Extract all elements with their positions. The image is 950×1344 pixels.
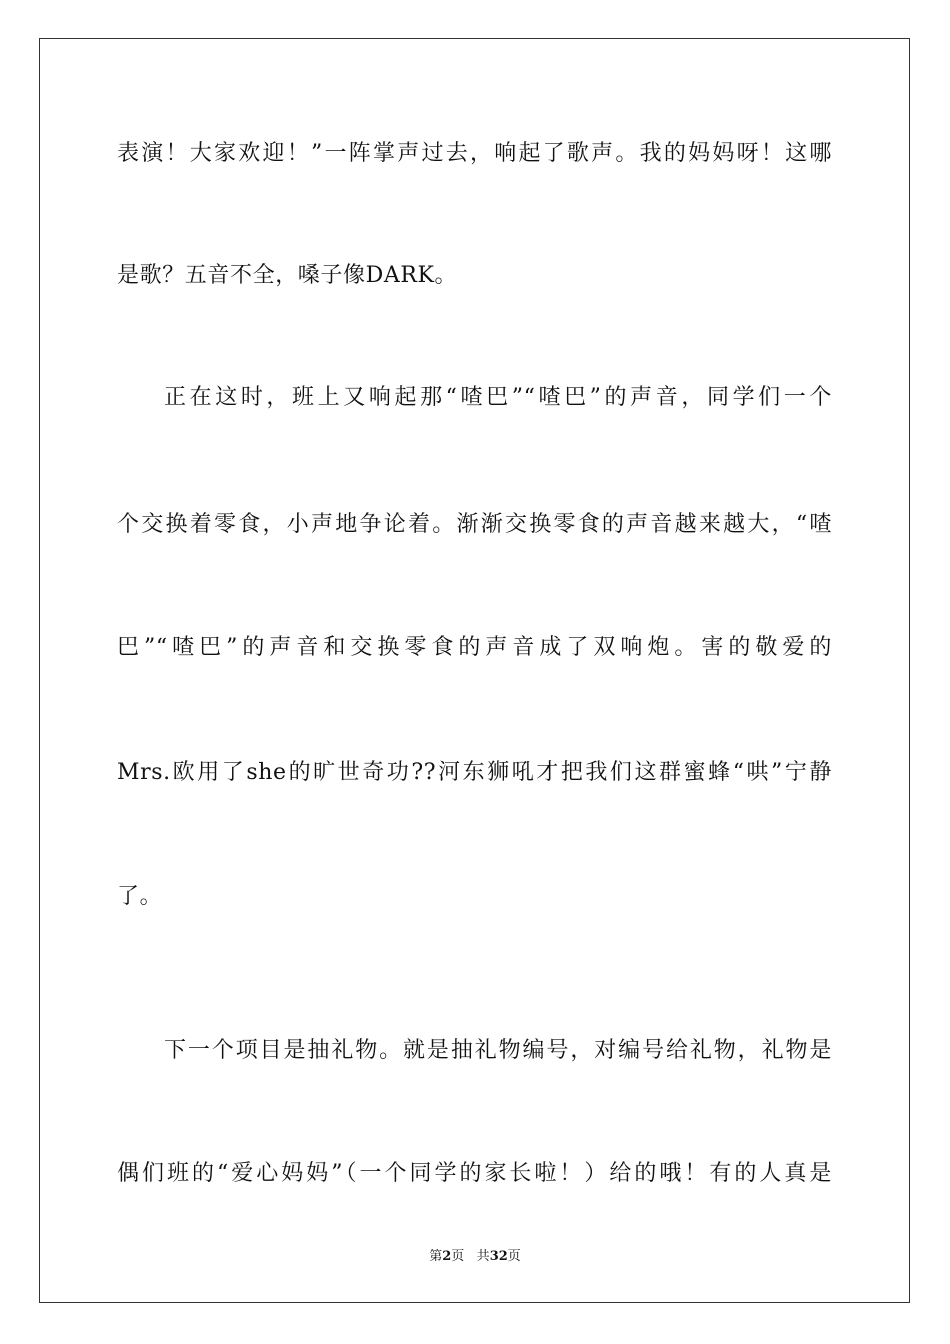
- body-text-line: 了。: [117, 884, 163, 909]
- body-text-line: 个交换着零食，小声地争论着。渐渐交换零食的声音越来越大，“喳: [117, 512, 832, 537]
- page-number-prefix: 第: [429, 1249, 443, 1264]
- body-text-line: 表演！大家欢迎！”一阵掌声过去，响起了歌声。我的妈妈呀！这哪: [117, 141, 832, 166]
- body-text-line: 巴”“喳巴”的声音和交换零食的声音成了双响炮。害的敬爱的: [117, 635, 832, 660]
- body-text-line: 是歌？五音不全，嗓子像DARK。: [117, 263, 458, 288]
- body-text-line: 下一个项目是抽礼物。就是抽礼物编号，对编号给礼物，礼物是: [164, 1038, 832, 1063]
- total-page-count: 32: [489, 1249, 508, 1264]
- body-text-line: 正在这时，班上又响起那“喳巴”“喳巴”的声音，同学们一个: [164, 385, 832, 410]
- page-number-suffix: 页: [451, 1249, 465, 1264]
- page-border: [39, 38, 910, 1303]
- body-text-line: Mrs.欧用了she的旷世奇功??河东狮吼才把我们这群蜜蜂“哄”宁静: [117, 760, 832, 785]
- body-text-line: 偶们班的“爱心妈妈”（一个同学的家长啦！）给的哦！有的人真是: [117, 1161, 832, 1186]
- total-pages-prefix: 共: [476, 1249, 490, 1264]
- page-footer: [0, 1248, 950, 1266]
- current-page-number: 2: [442, 1249, 452, 1264]
- total-pages-suffix: 页: [507, 1249, 521, 1264]
